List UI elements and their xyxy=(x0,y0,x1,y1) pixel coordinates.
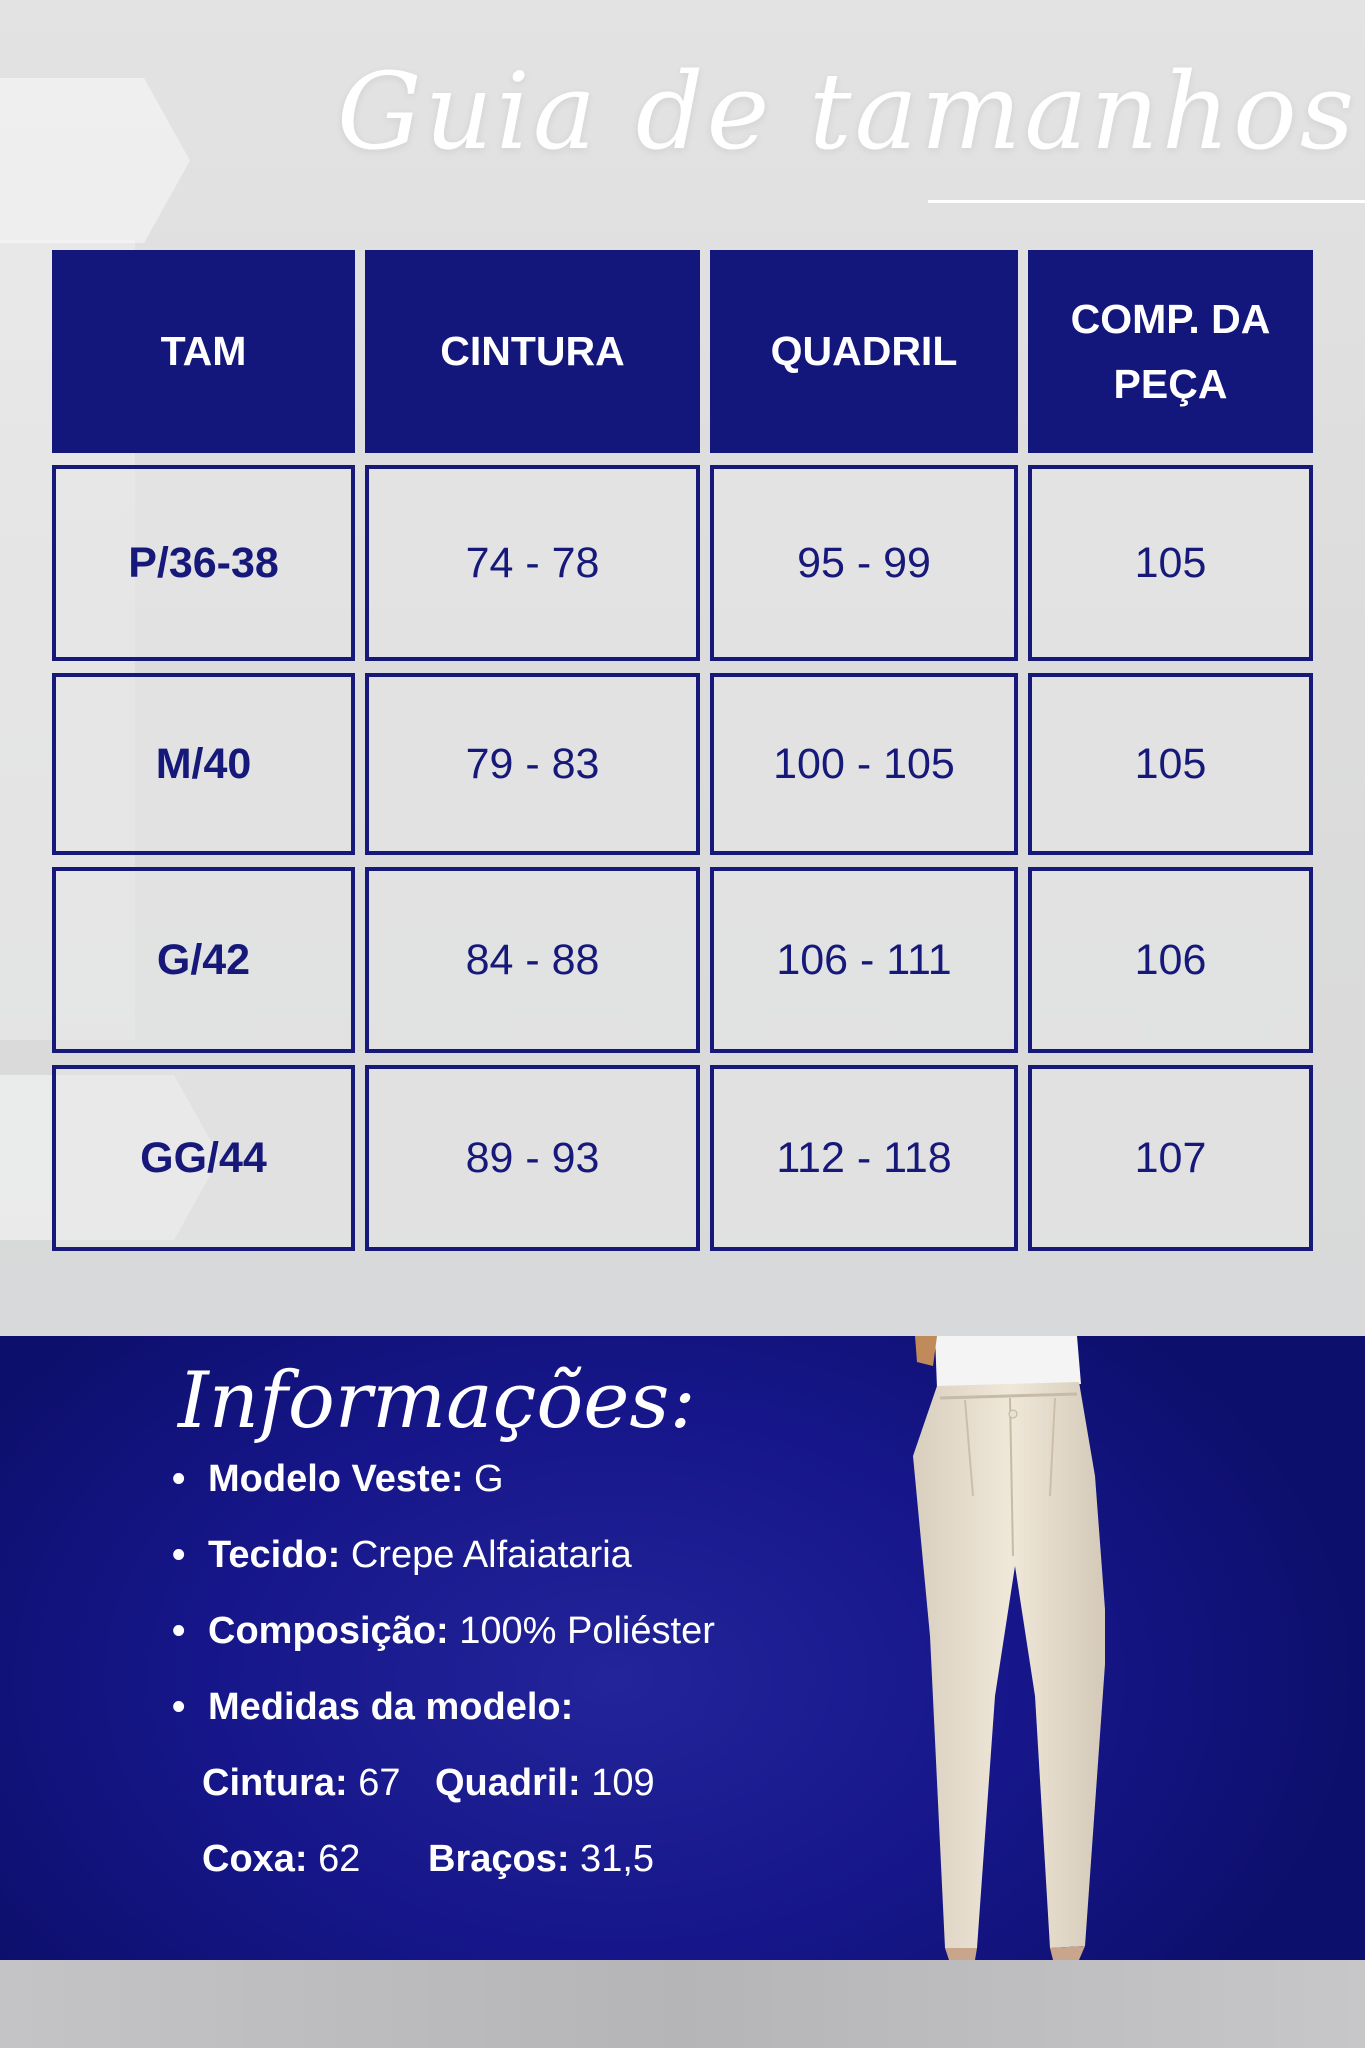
info-modelo xyxy=(172,1458,504,1501)
table-cell-comprimento: 106 xyxy=(1028,867,1313,1053)
bullet: • xyxy=(172,1458,186,1500)
info-coxa xyxy=(202,1838,360,1881)
table-cell-size: G/42 xyxy=(52,867,355,1053)
table-cell-comprimento: 105 xyxy=(1028,465,1313,661)
info-quadril-label: Quadril: xyxy=(435,1762,581,1804)
info-bracos-label: Braços: xyxy=(428,1838,570,1880)
bullet: • xyxy=(172,1534,186,1576)
table-cell-quadril: 106 - 111 xyxy=(710,867,1018,1053)
info-section xyxy=(0,1336,1365,1960)
info-bracos-value: 31,5 xyxy=(569,1838,655,1880)
table-cell-comprimento: 105 xyxy=(1028,673,1313,855)
header-comprimento: COMP. DA PEÇA xyxy=(1028,250,1313,453)
table-cell-quadril: 100 - 105 xyxy=(710,673,1018,855)
info-composicao xyxy=(172,1610,715,1653)
info-quadril xyxy=(435,1762,655,1805)
table-cell-quadril: 112 - 118 xyxy=(710,1065,1018,1251)
info-coxa-label: Coxa: xyxy=(202,1838,308,1880)
info-coxa-value: 62 xyxy=(307,1838,361,1880)
header-quadril: QUADRIL xyxy=(710,250,1018,453)
info-tecido-value: Crepe Alfaiataria xyxy=(340,1534,632,1576)
info-modelo-value: G xyxy=(463,1458,504,1500)
table-cell-cintura: 74 - 78 xyxy=(365,465,700,661)
table-cell-size: M/40 xyxy=(52,673,355,855)
table-cell-cintura: 79 - 83 xyxy=(365,673,700,855)
info-modelo-label: Modelo Veste: xyxy=(208,1458,464,1500)
info-composicao-value: 100% Poliéster xyxy=(448,1610,715,1652)
table-cell-cintura: 89 - 93 xyxy=(365,1065,700,1251)
info-cintura-label: Cintura: xyxy=(202,1762,348,1804)
header-cintura: CINTURA xyxy=(365,250,700,453)
info-composicao-label: Composição: xyxy=(208,1610,449,1652)
product-image xyxy=(845,1336,1105,1960)
table-cell-size: P/36-38 xyxy=(52,465,355,661)
table-cell-quadril: 95 - 99 xyxy=(710,465,1018,661)
table-cell-size: GG/44 xyxy=(52,1065,355,1251)
bullet: • xyxy=(172,1610,186,1652)
info-bracos xyxy=(428,1838,654,1881)
info-quadril-value: 109 xyxy=(580,1762,655,1804)
bottom-strip xyxy=(0,1960,1365,2048)
table-cell-cintura: 84 - 88 xyxy=(365,867,700,1053)
bullet: • xyxy=(172,1686,186,1728)
table-cell-comprimento: 107 xyxy=(1028,1065,1313,1251)
info-medidas-label: Medidas da modelo: xyxy=(208,1686,574,1728)
info-tecido-label: Tecido: xyxy=(208,1534,341,1576)
info-medidas xyxy=(172,1686,573,1729)
info-cintura xyxy=(202,1762,400,1805)
page-title: Guia de tamanhos xyxy=(337,50,1358,173)
info-tecido xyxy=(172,1534,632,1577)
info-cintura-value: 67 xyxy=(347,1762,401,1804)
info-title: Informações: xyxy=(178,1356,696,1446)
header-tam: TAM xyxy=(52,250,355,453)
